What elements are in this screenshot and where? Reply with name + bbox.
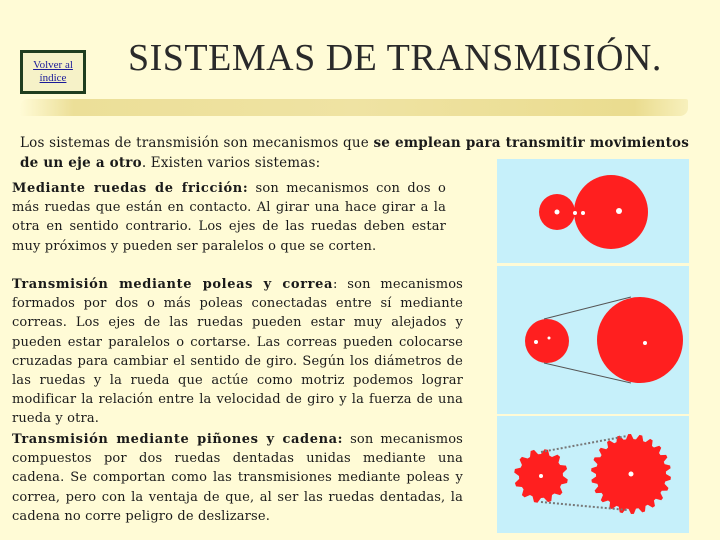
intro-text-end: . Existen varios sistemas: — [141, 155, 321, 171]
friction-wheels-diagram — [497, 159, 689, 263]
friction-wheels-term: Mediante ruedas de fricción: — [12, 181, 249, 196]
pulleys-belt-diagram — [497, 266, 689, 414]
sprockets-chain-term: Transmisión mediante piñones y cadena: — [12, 432, 344, 447]
large-pulley-axle — [643, 341, 647, 345]
back-to-index-link[interactable]: Volver al índice — [33, 59, 73, 84]
page-title: SISTEMAS DE TRANSMISIÓN. — [128, 37, 662, 79]
friction-wheels-figure — [497, 159, 689, 263]
small-pulley-axle — [534, 340, 538, 344]
large-pulley — [597, 297, 683, 383]
contact-point-1 — [573, 211, 577, 215]
intro-text-start: Los sistemas de transmisión son mecanismos que — [20, 135, 374, 151]
small-pulley-mark — [548, 337, 551, 340]
small-sprocket-axle — [539, 474, 543, 478]
friction-wheels-paragraph — [12, 179, 446, 256]
sprockets-chain-diagram — [497, 416, 689, 533]
pulleys-belt-figure — [497, 266, 689, 414]
sprockets-chain-text: son mecanismos compuestos por dos ruedas dentadas unidas mediante una cadena. Se comportan como las transmisiones mediante poleas y correa, pero con la ventaja de que, al ser las ruedas dentadas, la cadena no corre peligro de deslizarse. — [12, 432, 463, 524]
large-sprocket-axle — [629, 472, 634, 477]
intro-text-emphasis: se emplean para transmitir movimientos de un eje a otro — [20, 135, 690, 171]
large-wheel-axle — [616, 208, 622, 214]
pulleys-belt-text: : son mecanismos formados por dos o más poleas conectadas entre sí mediante correas. Los ejes de las ruedas pueden estar muy alejados y pueden estar paralelos o cortarse. Las correas pueden colocarse cruzadas para cambiar el sentido de giro. Según los diámetros de las ruedas y la rueda que actúe como motriz podemos lograr modificar la relación entre la velocidad de giro y la fuerza de una rueda y otra. — [12, 277, 463, 427]
sprockets-chain-figure — [497, 416, 689, 533]
contact-point-2 — [581, 211, 585, 215]
friction-wheels-text: son mecanismos con dos o más ruedas que están en contacto. Al girar una hace girar a la otra en sentido contrario. Los ejes de las ruedas deben estar muy próximos y pueden ser paralelos o que se corten. — [12, 181, 446, 254]
back-to-index-button[interactable] — [20, 50, 86, 94]
small-pulley — [525, 319, 569, 363]
pulleys-belt-paragraph — [12, 275, 463, 429]
small-wheel-axle — [555, 210, 560, 215]
large-friction-wheel — [574, 175, 648, 249]
title-underline-bar — [20, 99, 688, 116]
pulleys-belt-term: Transmisión mediante poleas y correa — [12, 277, 333, 292]
sprockets-chain-paragraph — [12, 430, 463, 526]
